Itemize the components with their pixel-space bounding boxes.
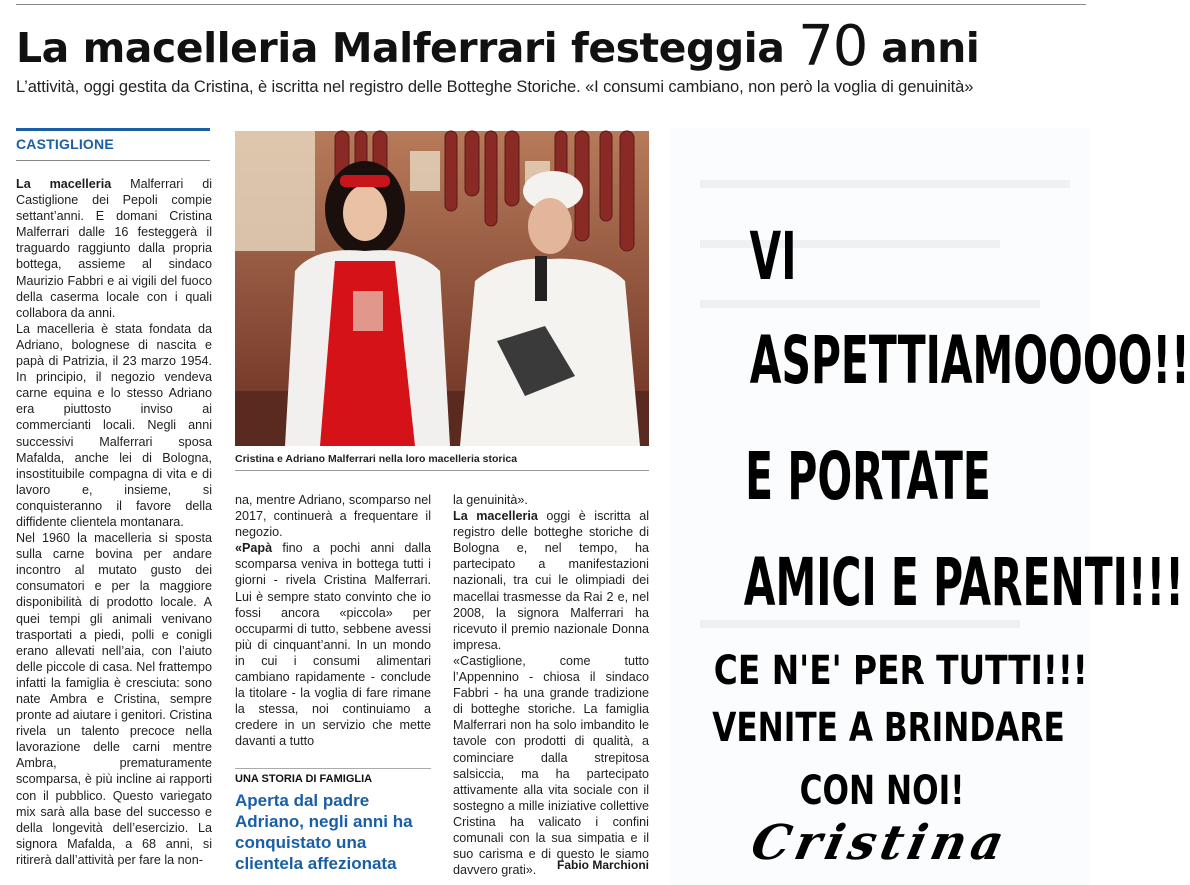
paragraph <box>235 492 431 540</box>
promo-line-3: E PORTATE <box>745 438 991 515</box>
paragraph-lead: «Papà <box>235 541 273 556</box>
paragraph-text: La macelleria è stata fondata da Adriano, bolognese di nascita e papà di Patrizia, il 23 marzo 1954. In principio, il negozio vendeva carne equina e lo stesso Adriano era piuttosto inviso ai commercianti locali. Negli anni successivi Malferrari sposa Mafalda, anche lei di Bologna, insostituibile compagna di vita e di lavoro e, insieme, si conquisteranno il favore della diffidente clientela montanara. <box>16 321 212 529</box>
section-rule <box>16 128 210 131</box>
paragraph <box>453 508 649 653</box>
promo-line-5: CE N'E' PER TUTTI!!! <box>713 648 1088 694</box>
headline-end: anni <box>867 24 980 72</box>
promo-line-7: CON NOI! <box>799 768 965 814</box>
photo-butcher-shop <box>235 131 649 446</box>
paragraph <box>453 492 649 508</box>
article-column-2 <box>235 492 431 750</box>
faded-text-line <box>700 180 1070 188</box>
box-title: Aperta dal padre Adriano, negli anni ha conquistato una clientela affezionata <box>235 791 413 873</box>
subheadline: L’attività, oggi gestita da Cristina, è iscritta nel registro delle Botteghe Storiche. «I consumi cambiano, non però la voglia di genuinità» <box>16 78 974 96</box>
promo-line-1: VI <box>749 218 797 295</box>
paragraph-text: Nel 1960 la macelleria si sposta sulla carne bovina per andare incontro al mutato gusto dei consumatori e per la maggiore disponibilità di prodotto locale. A quei tempi gli animali venivano trasportati a piedi, polli e conigli erano allevati nell’aia, con l’aiuto delle piccole di casa. Nel frattempo infatti la famiglia è cresciuta: sono nate Ambra e Cristina, sempre pronte ad aiutare i genitori. Cristina rivela un talento precoce nella lavorazione delle carni mentre Ambra, prematuramente scomparsa, è più incline ai rapporti con il pubblico. Questo variegato mix sarà alla base del successo e della longevità dell’esercizio. La signora Mafalda, a 68 anni, si ritirerà dall’attività per fare la non- <box>16 531 213 867</box>
paragraph-text: oggi è iscritta al registro delle botteghe storiche di Bologna e, nel tempo, ha partecipato a manifestazioni nazionali, tra cui le olimpiadi dei macellai trasmesse da Rai 2 e, nel 2008, la signora Malferrari ha ricevuto il premio nazionale Donna impresa. <box>453 509 650 652</box>
article-column-3 <box>453 492 649 878</box>
headline <box>16 14 1091 79</box>
paragraph-lead: La macelleria <box>453 509 538 524</box>
headline-number: 70 <box>798 14 868 79</box>
paragraph-text: Malferrari di Castiglione dei Pepoli compie settant’anni. E domani Cristina Malferrari dalle 16 festeggerà il traguardo raggiunto dalla propria bottega, assieme al sindaco Maurizio Fabbri e ai vigili del fuoco della caserma locale con i quali collabora da anni. <box>16 177 212 320</box>
promo-line-2: ASPETTIAMOOOO!! <box>749 322 1190 399</box>
paragraph <box>453 653 649 878</box>
paragraph <box>16 321 212 530</box>
faded-text-line <box>700 620 1020 628</box>
caption-rule <box>235 470 649 471</box>
signature: Cristina <box>746 815 1014 871</box>
top-rule <box>16 4 1086 5</box>
promo-line-4: AMICI E PARENTI!!! <box>743 544 1184 621</box>
paragraph-text: «Castiglione, come tutto l’Appennino - chiosa il sindaco Fabbri - ha una grande tradizione di botteghe storiche. La famiglia Malferrari non ha solo imbandito le tavole con prodotti di qualità, a cominciare dalla strepitosa salsiccia, ma ha partecipato attivamente alla vita sociale con il sostegno a mille iniziative collettive Cristina ha valicato i confini comunali con la sua simpatia e il suo carisma e di questo le siamo davvero grati». <box>453 653 649 878</box>
article-photo <box>235 131 649 446</box>
section-divider <box>16 160 210 161</box>
paragraph-lead: La macelleria <box>16 177 112 191</box>
paragraph-text: na, mentre Adriano, scomparso nel 2017, continuerà a frequentare il negozio. <box>235 493 431 540</box>
box-label: UNA STORIA DI FAMIGLIA <box>235 773 373 785</box>
paragraph <box>235 540 431 749</box>
paragraph-text: fino a pochi anni dalla scomparsa veniva in bottega tutti i giorni - rivela Cristina Malferrari. Lui è sempre stato convinto che io fossi ancora «piccola» per occuparmi di tutto, sebbene avessi più di cinquant’anni. In un mondo in cui i consumi alimentari cambiano rapidamente - conclude la titolare - la voglia di fare rimane la stessa, noi continuiamo a credere in un servizio che mette davanti a tutto <box>235 541 431 749</box>
paragraph <box>16 176 212 321</box>
paragraph <box>16 530 212 868</box>
photo-caption: Cristina e Adriano Malferrari nella loro macelleria storica <box>235 453 518 465</box>
headline-main: La macelleria Malferrari festeggia <box>16 24 799 72</box>
promo-line-6: VENITE A BRINDARE <box>712 705 1065 751</box>
byline: Fabio Marchioni <box>556 858 649 872</box>
paragraph-text: la genuinità». <box>453 493 528 507</box>
section-label: CASTIGLIONE <box>16 136 114 152</box>
box-rule <box>235 768 431 769</box>
article-column-1 <box>16 176 212 868</box>
faded-text-line <box>700 300 1040 308</box>
